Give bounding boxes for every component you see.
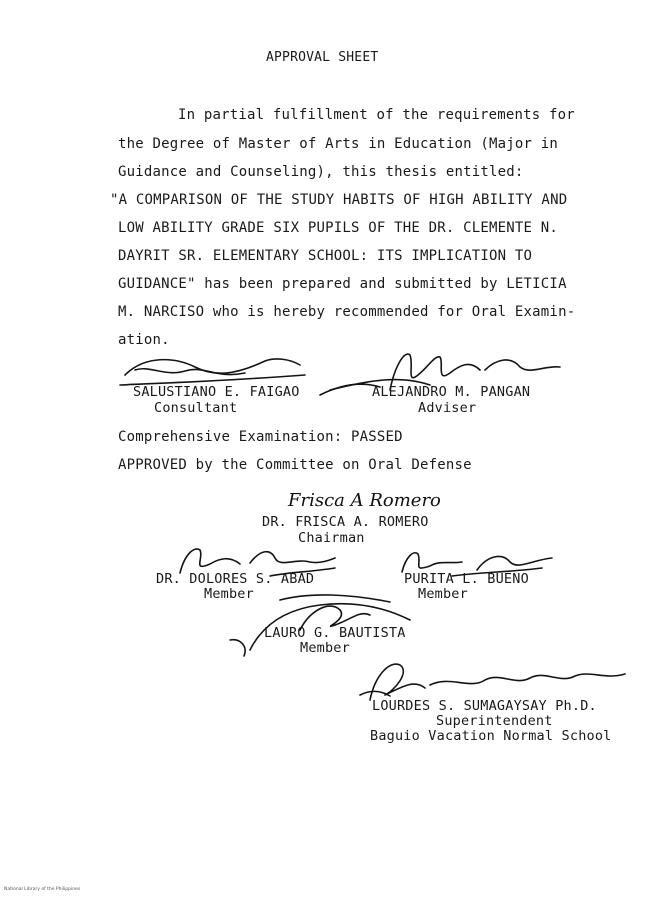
page-title: APPROVAL SHEET [266,50,379,65]
comprehensive-exam-result: Comprehensive Examination: PASSED [118,429,403,445]
approval-statement: APPROVED by the Committee on Oral Defense [118,457,472,473]
member3-name: LAURO G. BAUTISTA [264,625,406,641]
body-line: DAYRIT SR. ELEMENTARY SCHOOL: ITS IMPLICATION TO [118,248,533,264]
member3-role: Member [300,640,350,656]
member1-role: Member [204,586,254,602]
body-line: "A COMPARISON OF THE STUDY HABITS OF HIGH ABILITY AND [110,192,568,208]
body-line: the Degree of Master of Arts in Education (Major in [118,136,559,152]
member1-name: DR. DOLORES S. ABAD [156,571,315,587]
footer-note: National Library of the Philippines [4,887,81,892]
chairman-role: Chairman [298,530,365,546]
consultant-name: SALUSTIANO E. FAIGAO [133,384,300,400]
consultant-role: Consultant [154,400,238,416]
adviser-role: Adviser [418,400,477,416]
body-line: GUIDANCE" has been prepared and submitted by LETICIA [118,276,567,292]
adviser-name: ALEJANDRO M. PANGAN [372,384,531,400]
body-line: In partial fulfillment of the requirements for [178,107,575,123]
body-line: M. NARCISO who is hereby recommended for Oral Examin- [118,304,576,320]
body-line: LOW ABILITY GRADE SIX PUPILS OF THE DR. CLEMENTE N. [118,220,559,236]
chairman-name: DR. FRISCA A. ROMERO [262,514,429,530]
superintendent-name: LOURDES S. SUMAGAYSAY Ph.D. [372,698,597,714]
member2-role: Member [418,586,468,602]
chairman-signature: Frisca A Romero [288,490,441,511]
body-line: ation. [118,332,170,348]
body-line: Guidance and Counseling), this thesis entitled: [118,164,524,180]
superintendent-school: Baguio Vacation Normal School [370,728,612,744]
member2-name: PURITA L. BUENO [404,571,529,587]
superintendent-role: Superintendent [436,713,553,729]
